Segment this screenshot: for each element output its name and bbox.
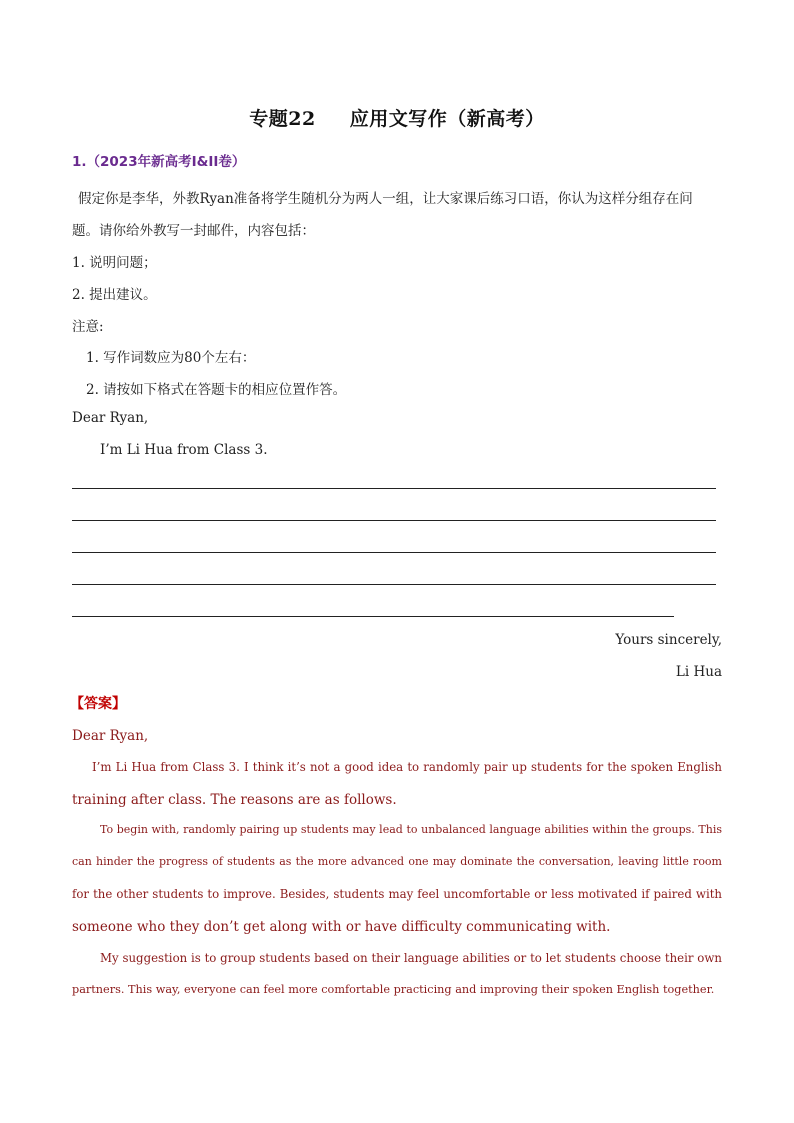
answer-text-line: To begin with, randomly pairing up students may lead to unbalanced language abilities within the groups. This [100,823,722,836]
letter-closing: Yours sincerely, [615,632,722,648]
answer-text-line: training after class. The reasons are as follows. [72,792,397,808]
page-title [0,104,794,131]
title-topic-number: 专题22 [249,108,316,130]
answer-text-line: for the other students to improve. Besides, students may feel uncomfortable or less motivated if paired with [72,887,722,901]
letter-salutation: Dear Ryan, [72,410,149,426]
note-item-2: 2. 请按如下格式在答题卡的相应位置作答。 [86,382,347,398]
answer-salutation: Dear Ryan, [72,728,149,744]
answer-text-line: My suggestion is to group students based on their language abilities or to let students choose their own [100,951,722,965]
note-label: 注意: [72,319,104,335]
writing-line [72,488,716,489]
answer-text-line: someone who they don’t get along with or have difficulty communicating with. [72,919,611,935]
question-number: 1.（2023年新高考Ⅰ&II卷） [72,154,246,170]
answer-text-line: partners. This way, everyone can feel more comfortable practicing and improving their spoken English together. [72,983,715,996]
note-item-1: 1. 写作词数应为80个左右： [86,350,256,366]
requirement-item-1: 1. 说明问题； [72,255,157,271]
letter-opening: I’m Li Hua from Class 3. [100,442,268,458]
writing-line [72,520,716,521]
prompt-line-1: 假定你是李华，外教Ryan准备将学生随机分为两人一组，让大家课后练习口语，你认为这样分组存在问 [78,191,693,207]
prompt-line-2: 题。请你给外教写一封邮件，内容包括： [72,223,315,239]
writing-line [72,616,674,617]
writing-line [72,552,716,553]
writing-line [72,584,716,585]
requirement-item-2: 2. 提出建议。 [72,287,157,303]
title-topic-name: 应用文写作（新高考） [349,108,545,130]
answer-text-line: I’m Li Hua from Class 3. I think it’s not a good idea to randomly pair up students for the spoken English [92,760,722,774]
answer-label: 【答案】 [70,696,126,712]
letter-signature: Li Hua [675,664,722,680]
answer-text-line: can hinder the progress of students as the more advanced one may dominate the conversation, leaving little room [72,855,722,868]
